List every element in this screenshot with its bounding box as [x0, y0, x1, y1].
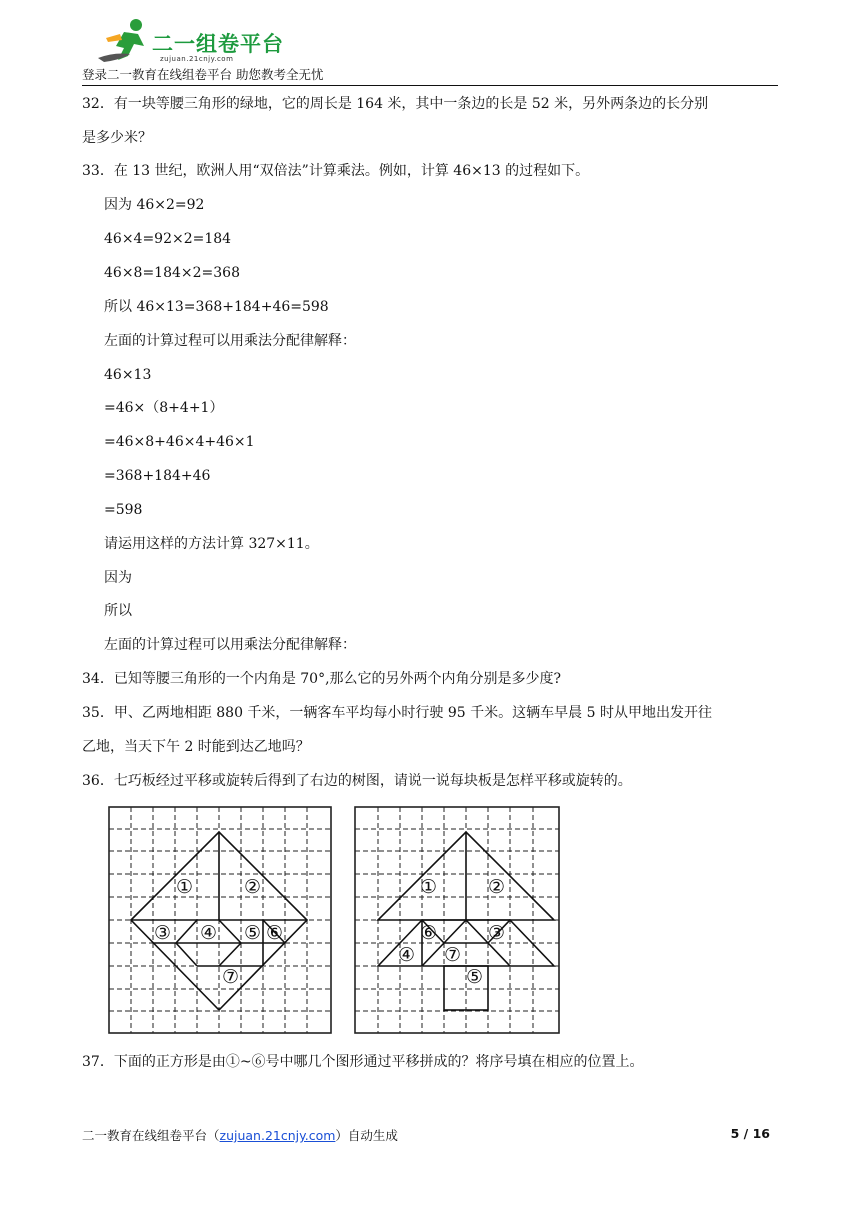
footer-prefix: 二一教育在线组卷平台（: [82, 1128, 220, 1143]
q33-line12: 请运用这样的方法计算 327×11。: [104, 536, 319, 552]
right-label-6: ⑥: [420, 922, 438, 944]
q33-line15: 左面的计算过程可以用乘法分配律解释：: [104, 637, 356, 653]
page-header: [82, 14, 778, 86]
logo: [94, 14, 294, 72]
right-label-2: ②: [488, 876, 506, 898]
footer-link[interactable]: zujuan.21cnjy.com: [219, 1128, 336, 1143]
right-label-3: ③: [488, 922, 506, 944]
q33-line3: 46×4=92×2=184: [104, 231, 232, 247]
left-label-5: ⑤: [244, 922, 262, 944]
q33-line13: 因为: [104, 570, 132, 586]
header-divider: [82, 85, 778, 86]
right-label-1: ①: [420, 876, 438, 898]
logo-subtext: zujuan.21cnjy.com: [160, 55, 234, 63]
q33-line11: =598: [104, 502, 143, 518]
q33-line1: 33．在 13 世纪，欧洲人用“双倍法”计算乘法。例如，计算 46×13 的过程如下。: [82, 163, 590, 179]
q33-line4: 46×8=184×2=368: [104, 265, 240, 281]
tangram-svg: [106, 804, 562, 1036]
q36-line: 36．七巧板经过平移或旋转后得到了右边的树图，请说一说每块板是怎样平移或旋转的。: [82, 773, 632, 789]
page-footer: [82, 1126, 778, 1144]
q34-line: 34．已知等腰三角形的一个内角是 70°,那么它的另外两个内角分别是多少度?: [82, 671, 562, 687]
left-label-4: ④: [200, 922, 218, 944]
q33-line9: =46×8+46×4+46×1: [104, 434, 255, 450]
q33-line10: =368+184+46: [104, 468, 211, 484]
left-label-2: ②: [244, 876, 262, 898]
q33-line6: 左面的计算过程可以用乘法分配律解释：: [104, 333, 356, 349]
left-label-1: ①: [176, 876, 194, 898]
q35-line1: 35．甲、乙两地相距 880 千米，一辆客车平均每小时行驶 95 千米。这辆车早晨 5 时从甲地出发开往: [82, 705, 712, 721]
q37-line: 37．下面的正方形是由①~⑥号中哪几个图形通过平移拼成的？将序号填在相应的位置上。: [82, 1054, 644, 1070]
q33-line8: =46×（8+4+1）: [104, 400, 224, 416]
left-label-3: ③: [154, 922, 172, 944]
logo-text: 二一组卷平台: [152, 32, 284, 56]
left-label-6: ⑥: [266, 922, 284, 944]
header-tagline: 登录二一教育在线组卷平台 助您教考全无忧: [82, 67, 324, 82]
page-number: 5 / 16: [730, 1126, 770, 1141]
q33-line7: 46×13: [104, 367, 152, 383]
q32-line1: 32．有一块等腰三角形的绿地，它的周长是 164 米，其中一条边的长是 52 米，另外两条边的长分别: [82, 96, 709, 112]
left-label-7: ⑦: [222, 966, 240, 988]
right-label-5: ⑤: [466, 966, 484, 988]
q33-line2: 因为 46×2=92: [104, 197, 205, 213]
q33-line14: 所以: [104, 603, 132, 619]
runner-logo-icon: [94, 16, 154, 66]
q32-line2: 是多少米？: [82, 130, 152, 146]
q35-line2: 乙地，当天下午 2 时能到达乙地吗？: [82, 739, 310, 755]
q33-line5: 所以 46×13=368+184+46=598: [104, 299, 329, 315]
tangram-figure: [106, 804, 562, 1040]
right-label-7: ⑦: [444, 944, 462, 966]
footer-suffix: ）自动生成: [335, 1128, 398, 1143]
right-label-4: ④: [398, 944, 416, 966]
